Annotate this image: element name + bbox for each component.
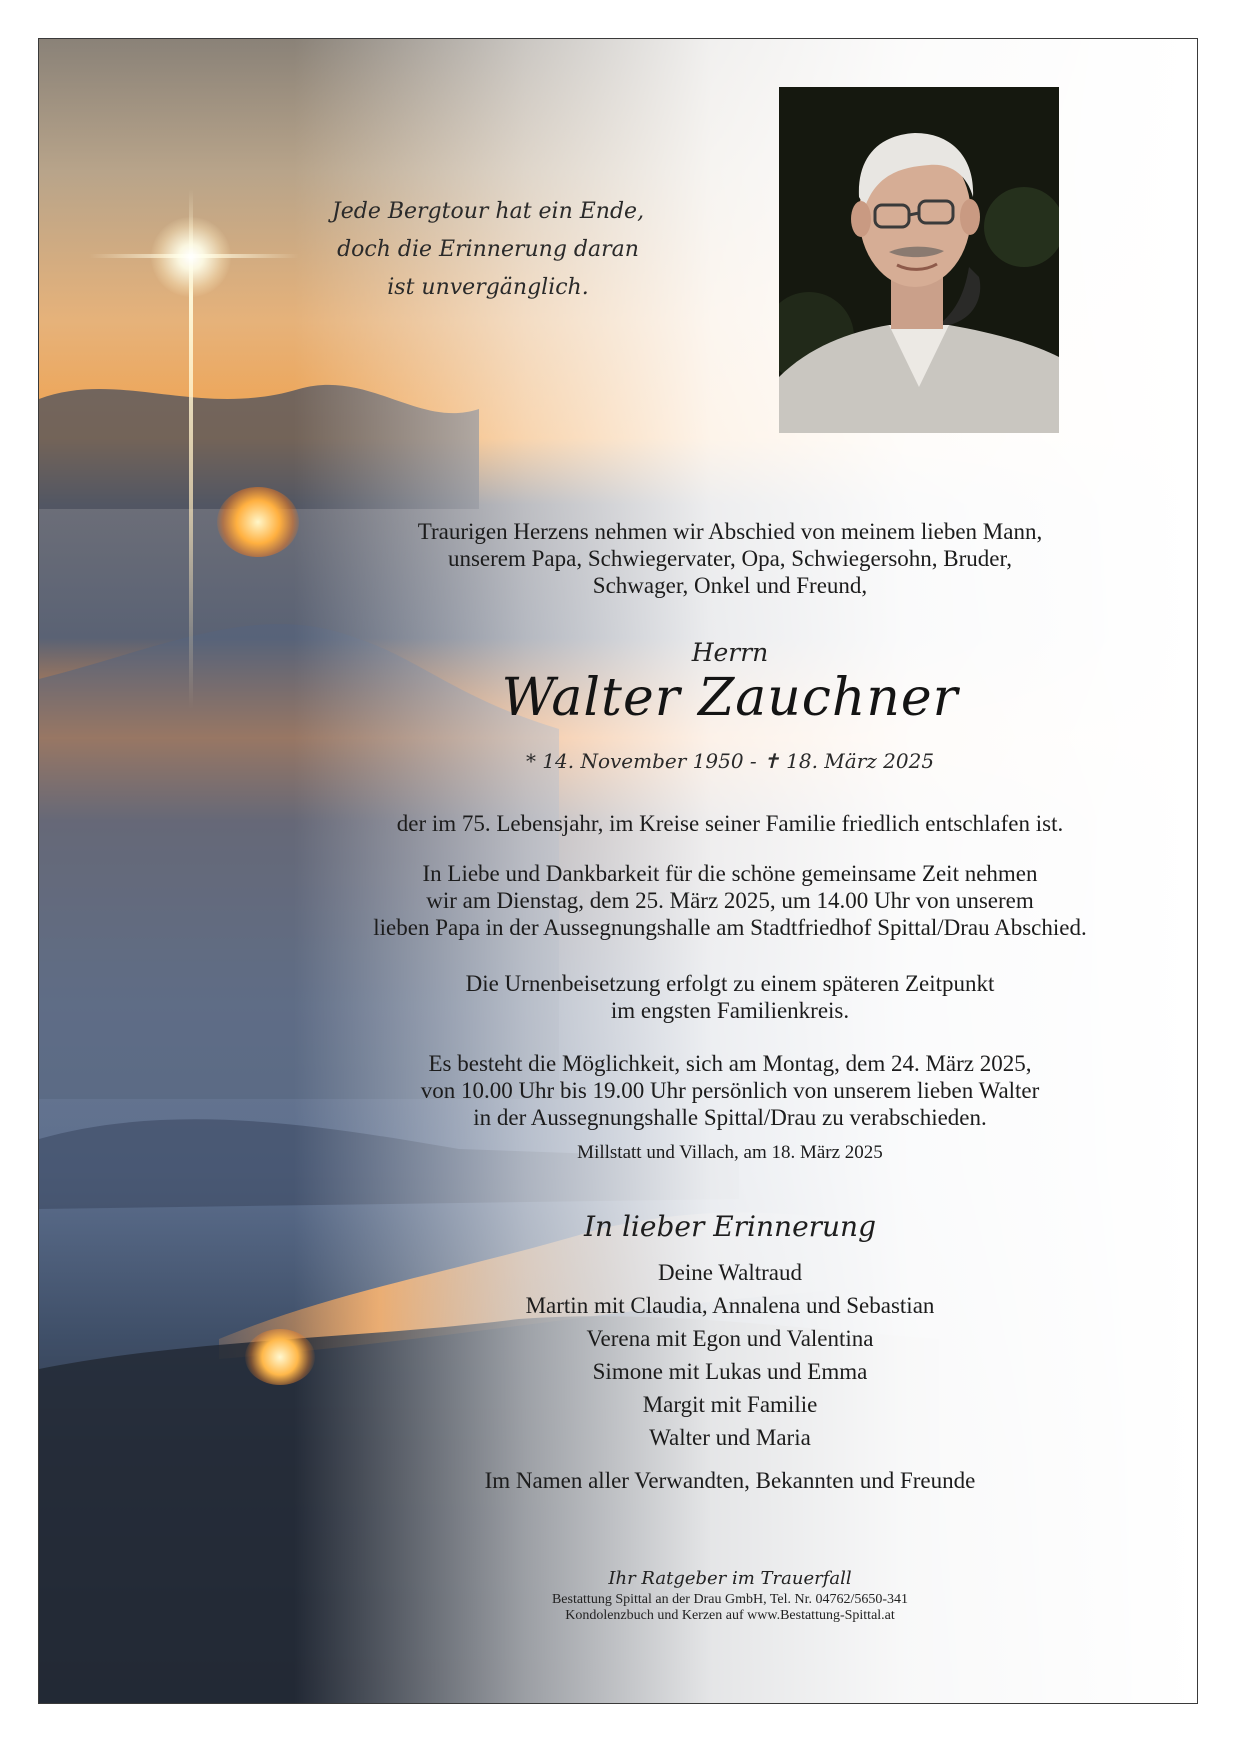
body-line: der im 75. Lebensjahr, im Kreise seiner Familie friedlich entschlafen ist. [396,811,1064,836]
body-paragraph-1 [300,810,1160,837]
family-member: Walter und Maria [649,1425,811,1450]
intro-line: unserem Papa, Schwiegervater, Opa, Schwiegersohn, Bruder, [447,546,1013,571]
body-paragraph-3 [300,970,1160,1024]
light-star [151,217,231,297]
family-member: Deine Waltraud [658,1260,802,1285]
body-line: lieben Papa in der Aussegnungshalle am Stadtfriedhof Spittal/Drau Abschied. [373,915,1087,940]
closing-line: Im Namen aller Verwandten, Bekannten und Freunde [484,1468,976,1493]
body-line: im engsten Familienkreis. [610,998,850,1023]
body-paragraph-2 [300,860,1160,941]
family-list [300,1256,1160,1454]
portrait-photo [779,87,1059,433]
place-date: Millstatt und Villach, am 18. März 2025 [577,1142,883,1163]
salutation: Herrn [691,638,769,667]
deceased-name: Walter Zauchner [501,668,959,728]
quote-line: ist unvergänglich. [387,275,589,300]
epitaph-quote [278,193,698,307]
body-line: Die Urnenbeisetzung erfolgt zu einem späteren Zeitpunkt [465,971,995,996]
portrait-illustration [779,87,1059,433]
footer-info [300,1592,1160,1624]
body-line: In Liebe und Dankbarkeit für die schöne gemeinsame Zeit nehmen [422,861,1038,886]
footer-line: Kondolenzbuch und Kerzen auf www.Bestattung-Spittal.at [565,1608,895,1623]
remembrance-title: In lieber Erinnerung [583,1210,877,1243]
intro-line: Schwager, Onkel und Freund, [592,573,868,598]
body-line: wir am Dienstag, dem 25. März 2025, um 14.00 Uhr von unserem [426,888,1034,913]
body-line: Es besteht die Möglichkeit, sich am Montag, dem 24. März 2025, [428,1051,1032,1076]
family-member: Margit mit Familie [642,1392,818,1417]
body-line: in der Aussegnungshalle Spittal/Drau zu verabschieden. [473,1105,987,1130]
family-member: Verena mit Egon und Valentina [586,1326,874,1351]
intro-line: Traurigen Herzens nehmen wir Abschied von meinem lieben Mann, [417,519,1043,544]
footer-line: Bestattung Spittal an der Drau GmbH, Tel. Nr. 04762/5650-341 [551,1592,909,1607]
body-line: von 10.00 Uhr bis 19.00 Uhr persönlich von unserem lieben Walter [420,1078,1040,1103]
quote-line: doch die Erinnerung daran [337,237,639,262]
family-member: Simone mit Lukas und Emma [592,1359,868,1384]
sun-glow [217,487,299,557]
intro-text [300,518,1160,599]
footer-title: Ihr Ratgeber im Trauerfall [608,1568,852,1589]
quote-line: Jede Bergtour hat ein Ende, [331,199,645,224]
family-member: Martin mit Claudia, Annalena und Sebastian [525,1293,935,1318]
body-paragraph-4 [300,1050,1160,1131]
life-dates: * 14. November 1950 - ✝ 18. März 2025 [525,749,935,773]
